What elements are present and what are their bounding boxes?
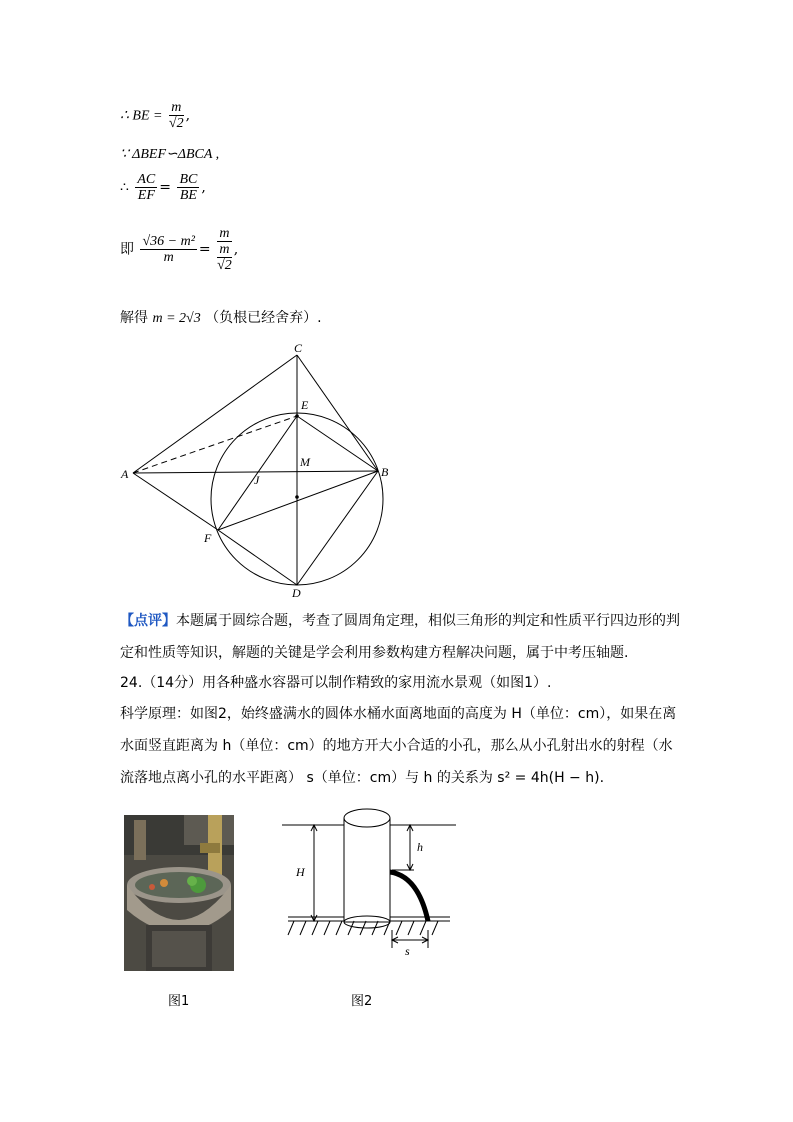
label-d: D	[292, 586, 301, 600]
fraction-m-over-root2	[169, 100, 184, 131]
problem-intro: 24.（14分）用各种盛水容器可以制作精致的家用流水景观（如图1）.	[120, 675, 552, 691]
therefore-symbol: ∴	[120, 179, 129, 196]
label-m: M	[300, 455, 310, 469]
fraction-compound	[217, 226, 232, 273]
label-f: F	[204, 531, 212, 545]
segment-ac	[133, 355, 297, 473]
fraction-inner	[217, 242, 232, 273]
segment-cb	[297, 355, 378, 471]
ji-word: 即	[120, 241, 134, 258]
solve-prefix: 解得	[120, 310, 148, 326]
fraction-denominator: √2	[168, 116, 184, 131]
segment-fb	[218, 471, 378, 530]
geometry-figure	[115, 338, 405, 600]
solve-expression: m = 2√3	[152, 311, 201, 326]
equation-be-lhs: ∴ BE =	[120, 108, 163, 124]
label-small-h: h	[417, 840, 423, 854]
problem-principle: 科学原理：如图2，始终盛满水的圆体水桶水面离地面的高度为 H（单位：cm），如果在离水面竖直距离为 h（单位：cm）的地方开大小合适的小孔，那么从小孔射出水的射程（水流落地点离小孔的水平距离） s（单位：cm）与 h 的关系为 s² = 4h(H − h).	[120, 706, 677, 786]
label-a: A	[121, 467, 129, 481]
photo-stone-fountain	[124, 815, 234, 971]
comment-paragraph	[120, 605, 680, 669]
fraction-denominator: EF	[137, 188, 155, 203]
diagram-water-bucket	[280, 805, 460, 965]
caption-figure-2: 图2	[351, 994, 373, 1009]
fraction-numerator: m	[217, 226, 232, 242]
equation-similarity: ∵ ΔBEF∽ΔBCA ,	[120, 147, 220, 162]
comment-tag: 【点评】	[120, 613, 176, 629]
bucket-top	[344, 809, 390, 827]
equation-ratio: ∴ $\frac{AC}{EF}$ = $\frac{BC}{BE}$ ,	[120, 172, 206, 203]
ground-hatching	[288, 921, 438, 935]
fraction-root-expression	[140, 234, 196, 265]
fraction-inner-denominator: √2	[217, 258, 232, 273]
label-big-h: H	[296, 865, 305, 879]
segment-ae-dashed	[133, 416, 297, 473]
fraction-ac-ef	[135, 172, 157, 203]
solve-suffix: （负根已经舍弃）.	[205, 310, 322, 326]
comment-text: 本题属于圆综合题，考查了圆周角定理，相似三角形的判定和性质平行四边形的判定和性质等知识，解题的关键是学会利用参数构建方程解决问题，属于中考压轴题.	[120, 613, 680, 661]
fraction-numerator: BC	[179, 172, 198, 187]
fraction-bc-be	[177, 172, 199, 203]
fraction-numerator: AC	[137, 172, 156, 187]
caption-figure-1: 图1	[168, 994, 190, 1009]
segment-fd	[218, 530, 297, 585]
segment-db	[297, 471, 378, 585]
bucket-body	[344, 818, 390, 922]
label-c: C	[294, 341, 303, 355]
label-b: B	[381, 465, 389, 479]
fraction-denominator: BE	[179, 188, 197, 203]
label-s: s	[405, 944, 410, 958]
label-e: E	[301, 398, 309, 412]
segment-af	[133, 473, 218, 530]
equation-solve	[120, 307, 322, 327]
water-jet	[390, 872, 428, 921]
fraction-denominator: m	[163, 250, 174, 265]
equation-be: ∴ BE = $\frac{m}{√2}$ ,	[120, 100, 191, 131]
fraction-numerator: √36 − m²	[142, 234, 195, 249]
fraction-numerator: m	[169, 100, 184, 116]
fraction-inner-numerator: m	[217, 242, 232, 258]
label-j: J	[254, 473, 260, 487]
equation-ji: 即 $\frac{\text{√36 − m²}}{m}$ = m m √2 ,	[120, 226, 239, 273]
